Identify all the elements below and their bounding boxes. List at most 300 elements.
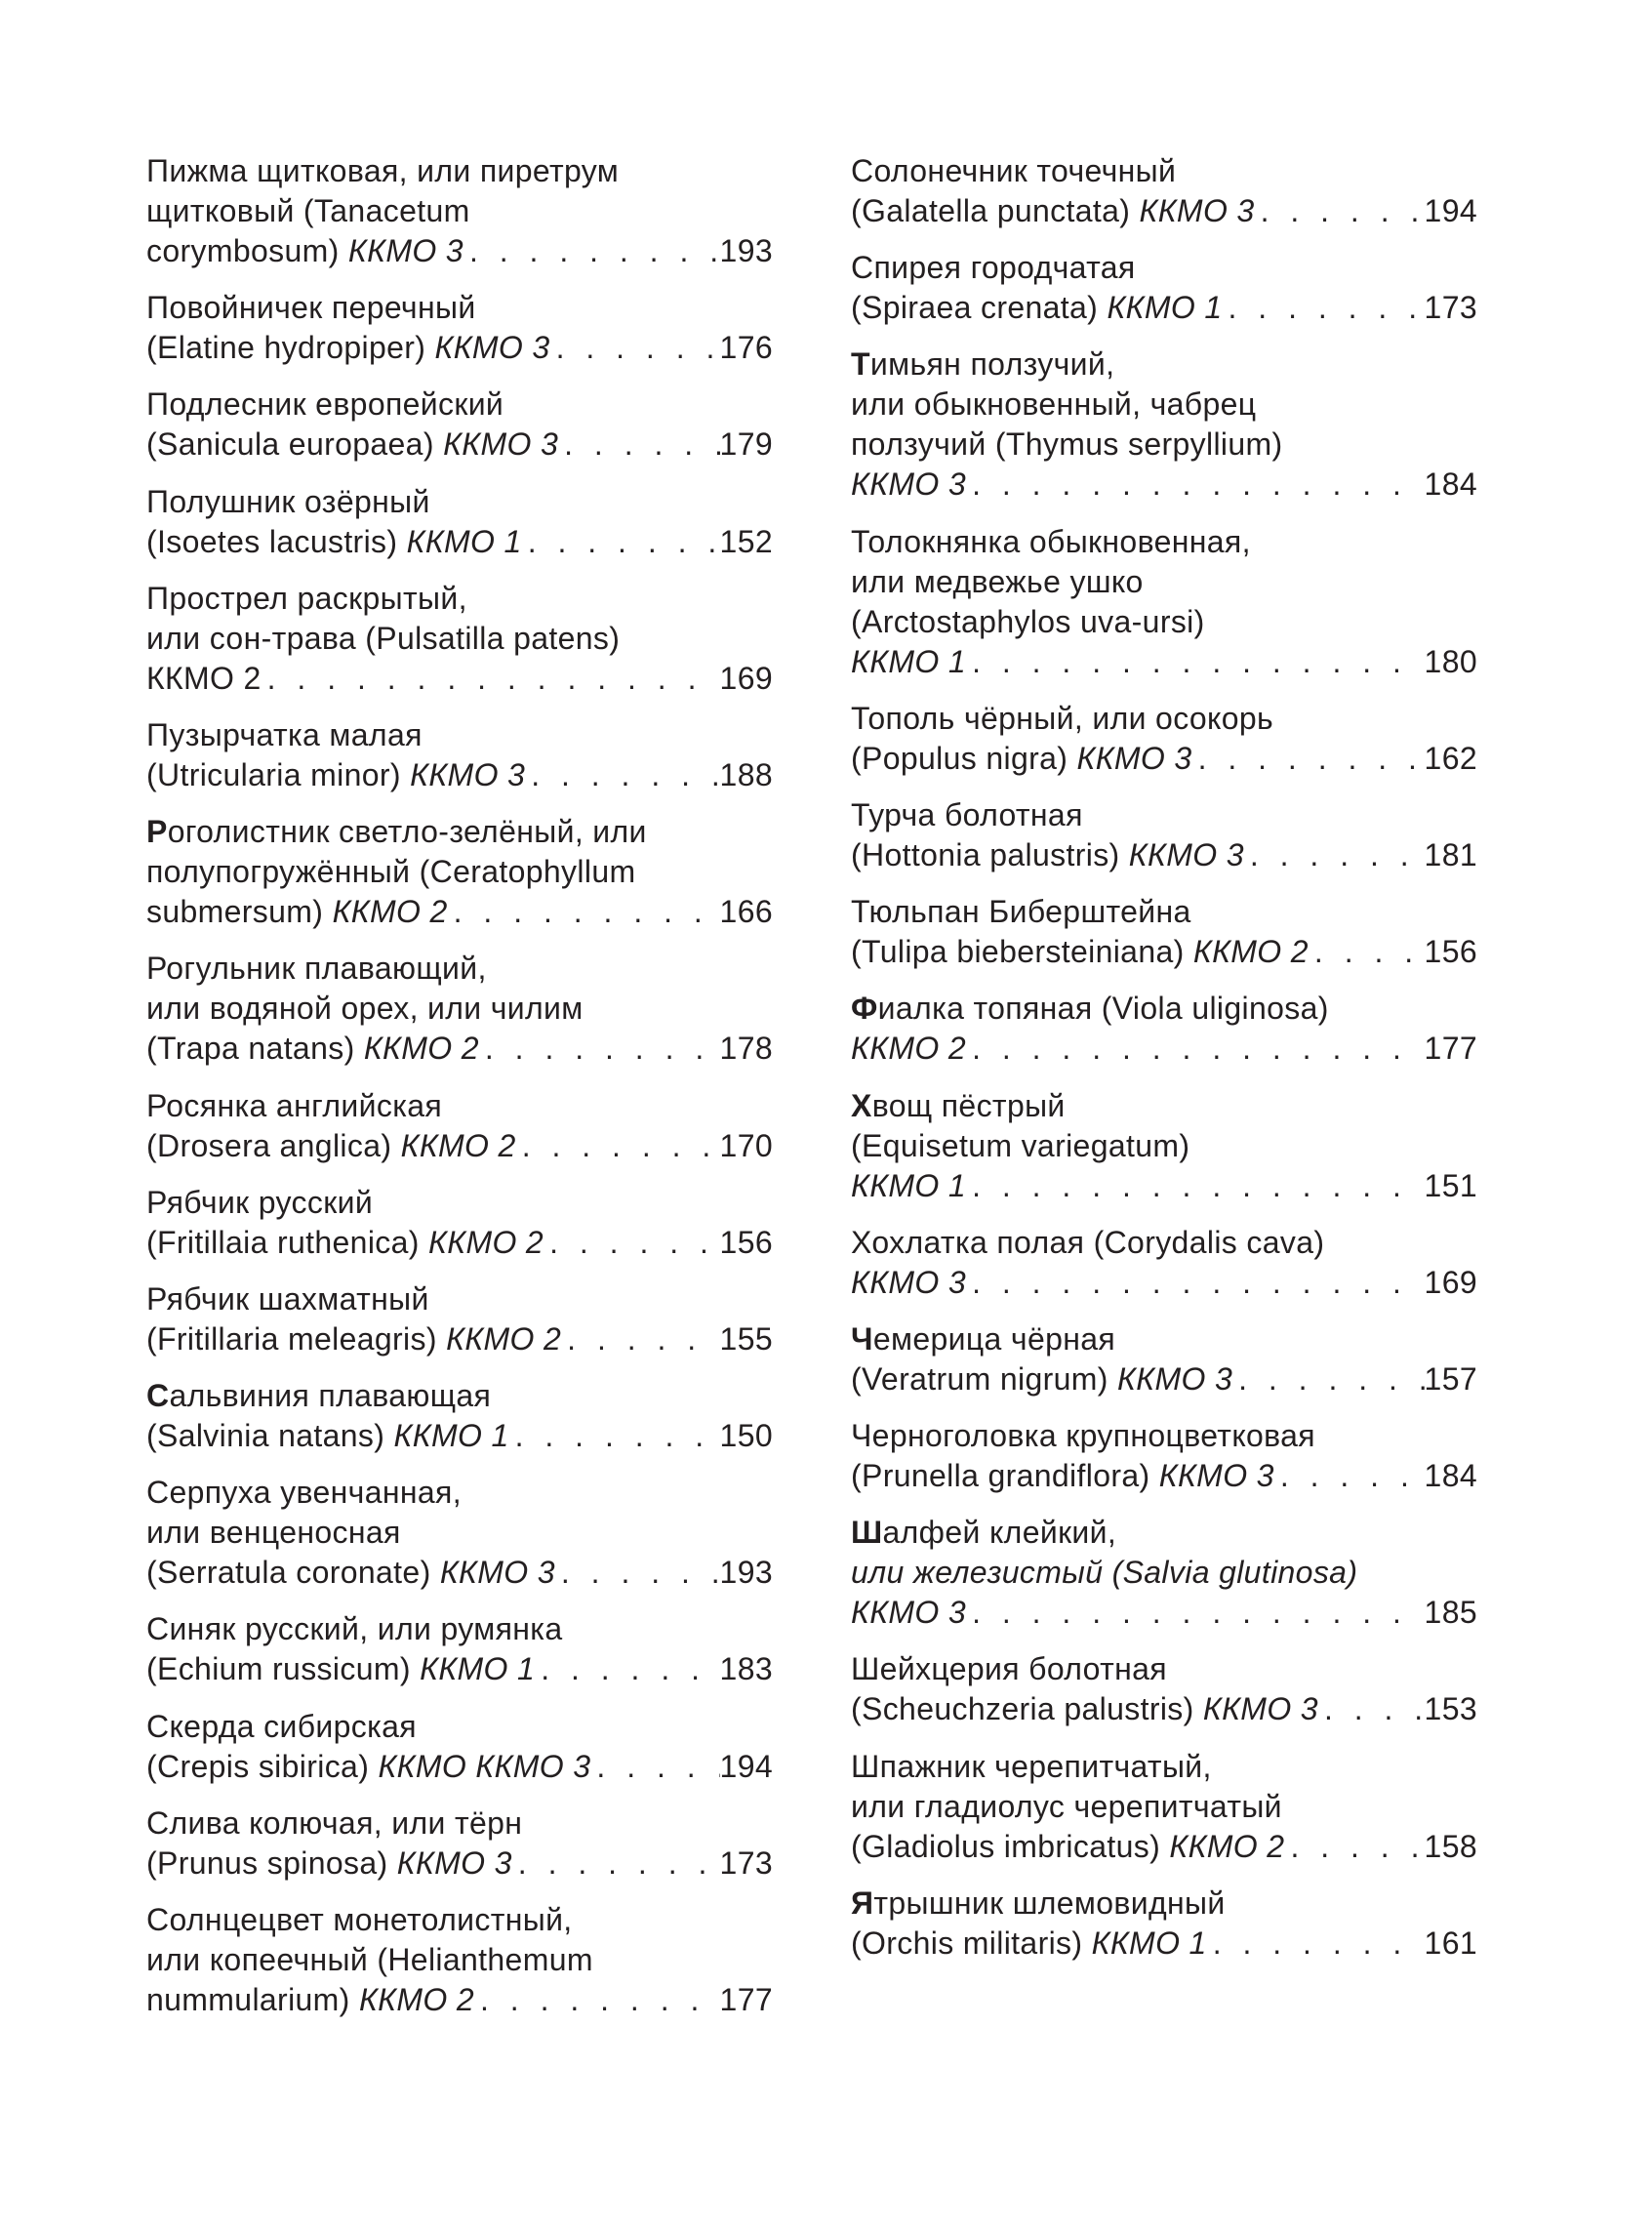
entry-text: щитковый (Tanacetum [146, 193, 470, 228]
entry-latin-name: (Spiraea crenata) [851, 290, 1108, 326]
entry-last-text [851, 1029, 966, 1069]
page-number: 158 [1424, 1828, 1477, 1864]
entry-latin-name: (Prunella grandiflora) [851, 1458, 1159, 1494]
entry-text: (Arctostaphylos uva-ursi) [851, 603, 1205, 639]
entry-text: Пижма щитковая, или пиретрум [146, 153, 620, 188]
conservation-category: ККМО 3 [1202, 1691, 1318, 1727]
entry-last-text [851, 1827, 1284, 1867]
entry-line [851, 699, 1477, 739]
page-number: 166 [719, 894, 773, 930]
conservation-category: ККМО 3 [410, 756, 526, 792]
entry-line [146, 385, 773, 425]
dot-leader [966, 1166, 1424, 1206]
entry-text: Полушник озёрный [146, 483, 430, 519]
entry-last-line [146, 1980, 773, 2020]
index-entry [851, 1223, 1477, 1303]
entry-last-text [146, 1126, 516, 1166]
conservation-category: ККМО 3 [396, 1844, 512, 1881]
entry-last-text [851, 642, 966, 682]
page-number: 179 [719, 426, 773, 463]
page-number: 152 [719, 523, 773, 559]
entry-line [146, 1473, 773, 1513]
entry-last-line [146, 755, 773, 795]
entry-last-text [851, 1263, 966, 1303]
index-column-left [146, 151, 773, 2037]
conservation-category: ККМО 3 [434, 330, 550, 366]
entry-latin-name: (Prunus spinosa) [146, 1844, 397, 1881]
conservation-category: ККМО 3 [1139, 193, 1255, 228]
entry-text: или водяной орех, или чилим [146, 991, 584, 1027]
entry-line [851, 562, 1477, 602]
index-entry [851, 699, 1477, 779]
index-entry [146, 1803, 773, 1884]
entry-text: Росянка английская [146, 1087, 443, 1123]
entry-last-text [146, 231, 463, 271]
dot-leader [479, 1029, 720, 1069]
entry-last-text [146, 755, 525, 795]
dot-leader [1318, 1689, 1425, 1729]
entry-last-text [146, 1747, 590, 1787]
entry-text: Солонечник точечный [851, 153, 1177, 188]
index-entry [146, 715, 773, 795]
entry-line [146, 1376, 773, 1416]
index-entry [851, 1884, 1477, 1964]
entry-last-line [146, 425, 773, 465]
entry-last-line [146, 1649, 773, 1689]
entry-line [146, 579, 773, 619]
page-number: 184 [1424, 466, 1477, 503]
entry-last-line [851, 1029, 1477, 1069]
entry-last-line [146, 1416, 773, 1456]
entry-text: имьян ползучий, [869, 346, 1115, 383]
entry-last-line [146, 1553, 773, 1593]
conservation-category: ККМО 3 [1076, 740, 1192, 776]
entry-line [851, 1086, 1477, 1126]
entry-last-text [146, 1223, 544, 1263]
entry-line [146, 1707, 773, 1747]
entry-initial-letter: Ч [851, 1320, 873, 1357]
entry-text: или обыкновенный, чабрец [851, 386, 1257, 423]
dot-leader [448, 892, 720, 932]
entry-last-line [146, 1844, 773, 1884]
index-entry [851, 1747, 1477, 1867]
entry-last-text [146, 1980, 474, 2020]
entry-last-line [146, 522, 773, 562]
index-entry [851, 522, 1477, 682]
entry-line [146, 1183, 773, 1223]
entry-last-text [851, 1593, 966, 1633]
entry-last-line [146, 1747, 773, 1787]
entry-line [146, 191, 773, 231]
entry-latin-name: (Orchis militaris) [851, 1925, 1092, 1961]
conservation-category: ККМО 3 [1117, 1360, 1233, 1397]
index-entry [146, 1086, 773, 1166]
index-entry [851, 1649, 1477, 1729]
entry-last-line [851, 1924, 1477, 1964]
conservation-category: ККМО 2 [1192, 934, 1309, 970]
conservation-category: ККМО 2 [358, 1982, 474, 2017]
page-number: 176 [719, 330, 773, 366]
entry-latin-name: (Sanicula europaea) [146, 426, 444, 463]
entry-line [851, 1416, 1477, 1456]
page-number: 169 [1424, 1264, 1477, 1300]
entry-line [146, 1609, 773, 1649]
dot-leader [966, 642, 1424, 682]
conservation-category: ККМО ККМО 3 [378, 1748, 591, 1784]
entry-line [851, 385, 1477, 425]
conservation-category: ККМО 2 [400, 1127, 516, 1163]
conservation-category: ККМО 2 [851, 1031, 967, 1067]
index-entry [851, 892, 1477, 972]
dot-leader [966, 1029, 1424, 1069]
entry-line [146, 619, 773, 659]
index-entry [851, 1319, 1477, 1399]
entry-line [146, 1900, 773, 1940]
entry-text: или медвежье ушко [851, 563, 1144, 599]
index-entry [146, 1707, 773, 1787]
entry-text: Пузырчатка малая [146, 716, 423, 752]
conservation-category: ККМО 1 [393, 1418, 509, 1454]
entry-initial-letter: Р [146, 814, 168, 850]
entry-text: или сон-трава (Pulsatilla patens) [146, 620, 621, 656]
conservation-category: ККМО 3 [851, 466, 967, 503]
entry-text: Рябчик русский [146, 1184, 374, 1220]
index-entry [851, 248, 1477, 328]
entry-last-line [851, 642, 1477, 682]
entry-text: Серпуха увенчанная, [146, 1475, 462, 1511]
page-number: 153 [1424, 1691, 1477, 1727]
entry-last-text [146, 892, 448, 932]
entry-latin-name: (Echium russicum) [146, 1651, 421, 1687]
entry-text: Подлесник европейский [146, 386, 504, 423]
index-entry [146, 579, 773, 699]
entry-last-line [851, 1359, 1477, 1399]
entry-last-line [146, 1319, 773, 1359]
dot-leader [966, 1263, 1424, 1303]
page-number: 170 [719, 1127, 773, 1163]
entry-last-line [851, 1166, 1477, 1206]
dot-leader [558, 425, 719, 465]
index-entry [851, 1416, 1477, 1496]
entry-line [851, 344, 1477, 385]
entry-last-text [146, 1649, 535, 1689]
entry-latin-name: corymbosum) [146, 233, 348, 268]
entry-latin-name: (Utricularia minor) [146, 756, 411, 792]
entry-text: Спирея городчатая [851, 250, 1136, 286]
page-number: 156 [719, 1224, 773, 1260]
entry-text: (Equisetum variegatum) [851, 1127, 1190, 1163]
index-entry [851, 795, 1477, 875]
entry-text: Тополь чёрный, или осокорь [851, 700, 1274, 736]
entry-latin-name: (Veratrum nigrum) [851, 1360, 1118, 1397]
entry-latin-name: (Trapa natans) [146, 1031, 364, 1067]
entry-line [851, 522, 1477, 562]
conservation-category: ККМО 2 [332, 894, 448, 930]
entry-text: Толокнянка обыкновенная, [851, 523, 1251, 559]
page-number: 185 [1424, 1595, 1477, 1631]
dot-leader [1255, 191, 1425, 231]
dot-leader [474, 1980, 720, 2020]
entry-line [146, 151, 773, 191]
entry-last-line [146, 328, 773, 368]
entry-last-text [851, 739, 1192, 779]
entry-last-line [851, 739, 1477, 779]
entry-text: Повойничек перечный [146, 290, 476, 326]
entry-line [146, 949, 773, 989]
entry-initial-letter: Я [851, 1885, 874, 1921]
index-entry [146, 1609, 773, 1689]
entry-initial-letter: Ш [851, 1515, 883, 1551]
entry-last-text [851, 1359, 1232, 1399]
entry-latin-name: (Serratula coronate) [146, 1555, 440, 1591]
page-number: 173 [719, 1844, 773, 1881]
index-entry [146, 1900, 773, 2020]
entry-last-text [851, 932, 1309, 972]
page-number: 181 [1424, 836, 1477, 872]
entry-last-line [851, 288, 1477, 328]
dot-leader [561, 1319, 719, 1359]
entry-last-text [146, 522, 522, 562]
entry-text: или гладиолус черепитчатый [851, 1788, 1282, 1824]
entry-line [146, 1940, 773, 1980]
page-number: 150 [719, 1418, 773, 1454]
entry-text: Тюльпан Биберштейна [851, 894, 1191, 930]
entry-latin-name: ККМО 2 [146, 660, 262, 696]
entry-text: полупогружённый (Ceratophyllum [146, 854, 636, 890]
entry-last-line [146, 892, 773, 932]
conservation-category: ККМО 3 [1128, 836, 1244, 872]
entry-latin-name: (Hottonia palustris) [851, 836, 1129, 872]
entry-initial-letter: Т [851, 346, 870, 383]
page-number: 178 [719, 1031, 773, 1067]
entry-latin-name: submersum) [146, 894, 333, 930]
entry-last-text [851, 288, 1223, 328]
entry-text: трышник шлемовидный [873, 1885, 1226, 1921]
entry-last-line [851, 465, 1477, 505]
entry-last-line [851, 1456, 1477, 1496]
entry-last-line [851, 932, 1477, 972]
dot-leader [463, 231, 720, 271]
entry-latin-name: (Tulipa biebersteiniana) [851, 934, 1193, 970]
entry-last-text [146, 1416, 509, 1456]
dot-leader [555, 1553, 720, 1593]
dot-leader [1223, 288, 1425, 328]
page-number: 188 [719, 756, 773, 792]
conservation-category: ККМО 1 [1107, 290, 1223, 326]
page-number: 193 [719, 233, 773, 268]
index-entry [851, 151, 1477, 231]
entry-last-line [851, 1689, 1477, 1729]
entry-line [851, 151, 1477, 191]
entry-last-line [146, 231, 773, 271]
entry-text: или венценосная [146, 1515, 401, 1551]
entry-last-text [851, 1689, 1318, 1729]
entry-line [851, 1319, 1477, 1359]
dot-leader [966, 465, 1424, 505]
entry-last-line [146, 1223, 773, 1263]
page-number: 169 [719, 660, 773, 696]
page-number: 157 [1424, 1360, 1477, 1397]
conservation-category: ККМО 2 [1169, 1828, 1285, 1864]
entry-text: иалка топяная (Viola uliginosa) [877, 991, 1329, 1027]
entry-last-line [851, 835, 1477, 875]
entry-last-line [146, 1126, 773, 1166]
dot-leader [1274, 1456, 1425, 1496]
entry-latin-name: (Populus nigra) [851, 740, 1077, 776]
entry-text: Прострел раскрытый, [146, 580, 467, 616]
entry-last-text [851, 1166, 966, 1206]
index-entry [146, 1473, 773, 1593]
entry-last-text [851, 465, 966, 505]
entry-last-text [146, 328, 550, 368]
index-entry [146, 949, 773, 1069]
entry-last-text [146, 1319, 561, 1359]
page-number: 161 [1424, 1925, 1477, 1961]
conservation-category: ККМО 3 [1158, 1458, 1274, 1494]
index-entry [146, 1279, 773, 1359]
page-number: 162 [1424, 740, 1477, 776]
index-entry [146, 812, 773, 932]
entry-line [851, 892, 1477, 932]
conservation-category: ККМО 2 [446, 1320, 562, 1357]
entry-latin-name: nummularium) [146, 1982, 359, 2017]
index-column-right [851, 151, 1477, 1980]
entry-text: Синяк русский, или румянка [146, 1611, 563, 1647]
entry-latin-name: (Elatine hydropiper) [146, 330, 435, 366]
dot-leader [516, 1126, 720, 1166]
entry-last-text [146, 425, 558, 465]
dot-leader [1284, 1827, 1424, 1867]
entry-line [146, 1513, 773, 1553]
index-entry [851, 344, 1477, 505]
index-entry [146, 1183, 773, 1263]
entry-text: Турча болотная [851, 796, 1083, 832]
entry-line [851, 248, 1477, 288]
index-entry [146, 1376, 773, 1456]
entry-line [851, 1513, 1477, 1553]
entry-latin-name: (Isoetes lacustris) [146, 523, 407, 559]
entry-text: ползучий (Thymus serpyllium) [851, 426, 1283, 463]
entry-line [851, 1884, 1477, 1924]
dot-leader [1244, 835, 1425, 875]
entry-text: или железистый (Salvia glutinosa) [851, 1555, 1358, 1591]
entry-line [851, 795, 1477, 835]
entry-latin-name: (Fritillaria meleagris) [146, 1320, 447, 1357]
dot-leader [550, 328, 720, 368]
page-number: 184 [1424, 1458, 1477, 1494]
dot-leader [525, 755, 719, 795]
entry-text: Скерда сибирская [146, 1708, 417, 1744]
entry-line [851, 1126, 1477, 1166]
page-number: 177 [719, 1982, 773, 2017]
entry-latin-name: (Scheuchzeria palustris) [851, 1691, 1203, 1727]
conservation-category: ККМО 2 [363, 1031, 479, 1067]
entry-last-line [851, 1593, 1477, 1633]
page-number: 155 [719, 1320, 773, 1357]
entry-line [146, 1086, 773, 1126]
entry-last-text [851, 835, 1244, 875]
entry-last-line [851, 191, 1477, 231]
conservation-category: ККМО 1 [1091, 1925, 1207, 1961]
entry-line [146, 1803, 773, 1844]
dot-leader [512, 1844, 720, 1884]
entry-text: емерица чёрная [872, 1320, 1116, 1357]
entry-text: или копеечный (Helianthemum [146, 1942, 593, 1977]
page-number: 156 [1424, 934, 1477, 970]
entry-last-text [146, 1553, 555, 1593]
dot-leader [1232, 1359, 1424, 1399]
entry-last-line [146, 1029, 773, 1069]
index-entry [146, 288, 773, 368]
entry-latin-name: (Salvinia natans) [146, 1418, 394, 1454]
entry-line [851, 1787, 1477, 1827]
conservation-category: ККМО 3 [347, 233, 463, 268]
conservation-category: ККМО 3 [443, 426, 559, 463]
entry-text: Слива колючая, или тёрн [146, 1804, 523, 1841]
entry-last-text [146, 659, 262, 699]
entry-last-line [851, 1263, 1477, 1303]
index-entry [146, 385, 773, 465]
index-entry [851, 989, 1477, 1069]
entry-text: Рябчик шахматный [146, 1280, 429, 1317]
dot-leader [522, 522, 720, 562]
dot-leader [1207, 1924, 1425, 1964]
entry-line [146, 1279, 773, 1319]
entry-text: оголистник светло-зелёный, или [167, 814, 647, 850]
page-number: 177 [1424, 1031, 1477, 1067]
dot-leader [1309, 932, 1425, 972]
entry-text: вощ пёстрый [871, 1087, 1066, 1123]
conservation-category: ККМО 1 [406, 523, 522, 559]
entry-last-text [851, 1456, 1274, 1496]
entry-last-text [851, 191, 1255, 231]
dot-leader [509, 1416, 720, 1456]
entry-text: Солнцецвет монетолистный, [146, 1902, 573, 1937]
page-number: 151 [1424, 1167, 1477, 1203]
entry-last-text [146, 1029, 479, 1069]
entry-line [851, 425, 1477, 465]
entry-line [146, 989, 773, 1029]
page-number: 193 [719, 1555, 773, 1591]
entry-text: Рогульник плавающий, [146, 951, 487, 987]
entry-last-text [146, 1844, 512, 1884]
entry-last-text [851, 1924, 1207, 1964]
dot-leader [966, 1593, 1424, 1633]
index-entry [146, 151, 773, 271]
entry-line [146, 812, 773, 852]
page-number: 180 [1424, 643, 1477, 679]
index-entry [146, 482, 773, 562]
dot-leader [544, 1223, 719, 1263]
entry-initial-letter: С [146, 1378, 170, 1414]
entry-line [851, 1649, 1477, 1689]
entry-latin-name: (Drosera anglica) [146, 1127, 401, 1163]
entry-text: Шейхцерия болотная [851, 1651, 1167, 1687]
conservation-category: ККМО 3 [851, 1264, 967, 1300]
conservation-category: ККМО 3 [439, 1555, 555, 1591]
entry-text: Хохлатка полая (Corydalis cava) [851, 1224, 1325, 1260]
entry-latin-name: (Gladiolus imbricatus) [851, 1828, 1170, 1864]
entry-last-line [146, 659, 773, 699]
entry-initial-letter: Х [851, 1087, 872, 1123]
entry-line [851, 602, 1477, 642]
entry-text: альвиния плавающая [169, 1378, 492, 1414]
entry-line [146, 288, 773, 328]
page-number: 173 [1424, 290, 1477, 326]
entry-line [851, 1747, 1477, 1787]
entry-last-line [851, 1827, 1477, 1867]
entry-text: алфей клейкий, [882, 1515, 1117, 1551]
